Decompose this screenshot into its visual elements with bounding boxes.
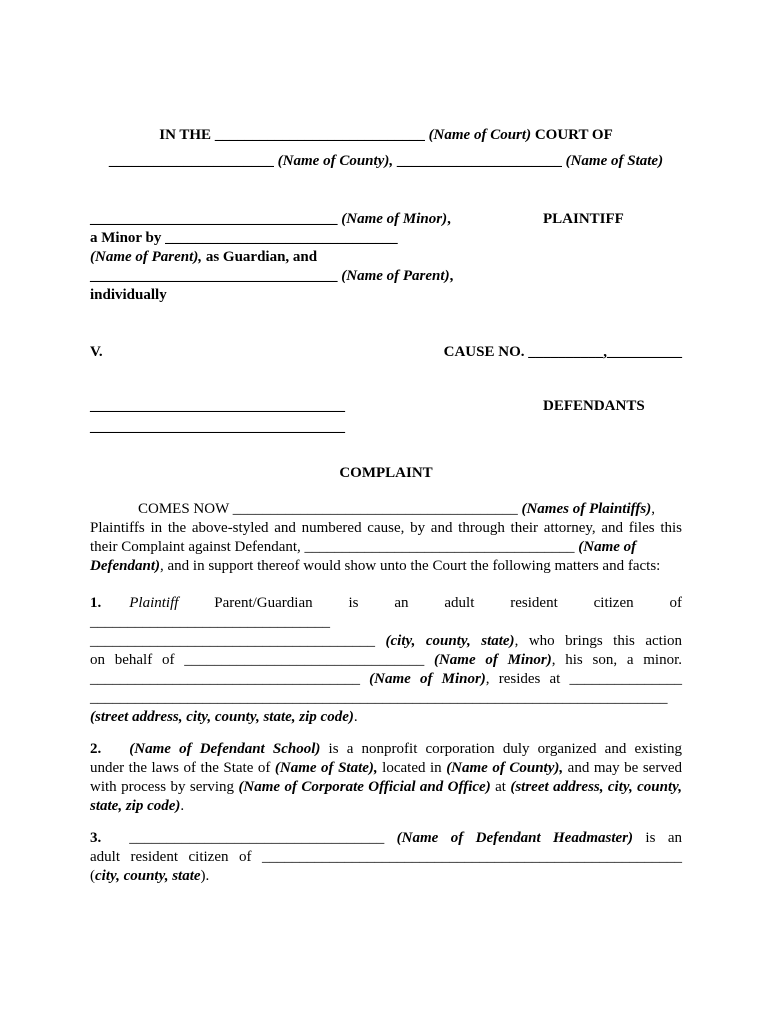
para3-line-1 bbox=[90, 829, 682, 848]
a-minor-by-text: a Minor by bbox=[90, 230, 166, 246]
plaintiff-italic-text: Plaintiff bbox=[129, 595, 179, 611]
paragraph-3 bbox=[90, 829, 682, 886]
headmaster-name-blank: __________________________________ bbox=[129, 830, 385, 846]
adult-resident-text: adult resident citizen of bbox=[90, 849, 262, 865]
name-of-parent-label-1: (Name of Parent), bbox=[90, 249, 203, 265]
individually-text: individually bbox=[90, 287, 167, 303]
minor-name-blank-2: ____________________________________ bbox=[90, 671, 360, 687]
versus-text: V. bbox=[90, 344, 103, 360]
para1-body-text: Parent/Guardian is an adult resident citizen of bbox=[178, 595, 682, 611]
paragraph-2 bbox=[90, 740, 682, 816]
court-header bbox=[90, 122, 682, 174]
court-of-text: COURT OF bbox=[531, 127, 613, 143]
may-be-served-text: and may be served bbox=[563, 760, 682, 776]
name-of-defendant-school-label: (Name of Defendant School) bbox=[129, 741, 321, 757]
period-text: . bbox=[180, 798, 185, 814]
parent-name-blank: _________________________________ bbox=[90, 268, 338, 284]
intro-line-3 bbox=[90, 538, 682, 557]
paragraph-1 bbox=[90, 594, 682, 727]
intro-line-4 bbox=[90, 557, 682, 576]
document-content bbox=[90, 122, 682, 886]
intro-line-2 bbox=[90, 519, 682, 538]
name-of-defendant-label-end: Defendant) bbox=[90, 558, 160, 574]
defendant-name-blank-1: __________________________________ bbox=[90, 398, 345, 414]
at-text: at bbox=[490, 779, 511, 795]
comes-now-text: COMES NOW bbox=[138, 501, 233, 517]
citizen-of-blank: ________________________________________________________ bbox=[262, 849, 682, 865]
parent-name-line bbox=[90, 267, 682, 286]
para1-line-4 bbox=[90, 670, 682, 689]
para2-line-2 bbox=[90, 759, 682, 778]
street-address-label: (street address, city, county, state, zip code) bbox=[90, 709, 354, 725]
defendants-caption bbox=[90, 396, 682, 438]
para3-line-3 bbox=[90, 867, 682, 886]
header-line-1 bbox=[90, 122, 682, 148]
name-of-state-label: (Name of State), bbox=[274, 760, 378, 776]
cause-number-blank-1: __________ bbox=[528, 344, 604, 360]
document-title-line bbox=[90, 464, 682, 483]
street-address-label-end: state, zip code) bbox=[90, 798, 181, 814]
minor-name-blank: ________________________________ bbox=[184, 652, 425, 668]
complaint-title: COMPLAINT bbox=[339, 465, 433, 481]
citizen-of-blank: ________________________________ bbox=[90, 614, 330, 630]
open-paren-text: ( bbox=[90, 868, 95, 884]
resides-at-text: , resides at bbox=[485, 671, 570, 687]
period-text: . bbox=[353, 709, 358, 725]
address-blank: _______________ bbox=[569, 671, 682, 687]
minor-by-line bbox=[90, 229, 682, 248]
paragraph-2-number: 2. bbox=[90, 741, 102, 757]
as-guardian-text: as Guardian, and bbox=[202, 249, 318, 265]
name-of-minor-label: (Name of Minor) bbox=[337, 211, 448, 227]
nonprofit-text: is a nonprofit corporation duly organized and existing bbox=[320, 741, 682, 757]
para1-line-6 bbox=[90, 708, 682, 727]
para2-line-3 bbox=[90, 778, 682, 797]
in-the-text: IN THE bbox=[159, 127, 215, 143]
comma-text: , bbox=[651, 501, 655, 517]
name-of-court-label: (Name of Court) bbox=[424, 127, 532, 143]
para1-line-5 bbox=[90, 689, 682, 708]
city-county-state-label: (city, county, state) bbox=[375, 633, 515, 649]
defendant-name-line-1 bbox=[90, 396, 682, 417]
minor-name-blank: _________________________________ bbox=[90, 211, 338, 227]
citizen-of-blank-continued: ______________________________________ bbox=[90, 633, 375, 649]
name-of-minor-label-2: (Name of Minor) bbox=[360, 671, 486, 687]
para2-line-4 bbox=[90, 797, 682, 816]
para3-line-2 bbox=[90, 848, 682, 867]
with-process-text: with process by serving bbox=[90, 779, 239, 795]
defendant-name-blank-2: __________________________________ bbox=[90, 419, 345, 435]
para2-line-1 bbox=[90, 740, 682, 759]
para1-line-1 bbox=[90, 594, 682, 632]
para1-line-2 bbox=[90, 632, 682, 651]
plaintiff-caption bbox=[90, 210, 682, 305]
versus-line bbox=[90, 343, 682, 362]
para1-line-3 bbox=[90, 651, 682, 670]
city-county-state-label: city, county, state bbox=[95, 868, 201, 884]
plaintiff-label: PLAINTIFF bbox=[543, 211, 624, 227]
name-of-defendant-label-start: (Name of bbox=[574, 539, 637, 555]
paragraph-1-number: 1. bbox=[90, 595, 102, 611]
intro-line-1 bbox=[90, 500, 682, 519]
address-blank-full-width: _____________________________________________________________________________ bbox=[90, 690, 668, 706]
corporate-official-label: (Name of Corporate Official and Office) bbox=[238, 779, 491, 795]
names-of-plaintiffs-label: (Names of Plaintiffs) bbox=[517, 501, 652, 517]
plaintiffs-names-blank: ______________________________________ bbox=[232, 501, 518, 517]
on-behalf-text: on behalf of bbox=[90, 652, 185, 668]
comma-text: , bbox=[447, 211, 451, 227]
name-of-county-label: (Name of County), bbox=[273, 153, 394, 169]
intro-body-text: Plaintiffs in the above-styled and numbered cause, by and through their attorney, and files this bbox=[90, 520, 682, 536]
his-son-text: , his son, a minor. bbox=[551, 652, 682, 668]
defendant-name-line-2 bbox=[90, 417, 682, 438]
defendant-name-blank: ____________________________________ bbox=[304, 539, 575, 555]
intro-paragraph bbox=[90, 500, 682, 576]
street-address-label-start: (street address, city, county, bbox=[510, 779, 683, 795]
court-name-blank: ____________________________ bbox=[214, 127, 425, 143]
complaint-against-text: their Complaint against Defendant, bbox=[90, 539, 305, 555]
cause-number bbox=[444, 343, 682, 362]
defendants-label: DEFENDANTS bbox=[543, 398, 645, 414]
individually-line bbox=[90, 286, 682, 305]
brings-action-text: , who brings this action bbox=[514, 633, 683, 649]
name-of-parent-label-2: (Name of Parent) bbox=[337, 268, 450, 284]
paragraph-3-number: 3. bbox=[90, 830, 102, 846]
is-an-text: is an bbox=[633, 830, 682, 846]
county-name-blank: ______________________ bbox=[108, 153, 274, 169]
intro-closing-text: , and in support thereof would show unto the Court the following matters and facts: bbox=[160, 558, 661, 574]
header-line-2 bbox=[90, 148, 682, 174]
close-paren-period-text: ). bbox=[200, 868, 210, 884]
name-of-county-label: (Name of County), bbox=[446, 760, 564, 776]
cause-number-blank-2: __________ bbox=[607, 344, 682, 360]
cause-no-text: CAUSE NO. bbox=[443, 344, 529, 360]
comma-text: , bbox=[603, 344, 607, 360]
state-name-blank: ______________________ bbox=[393, 153, 562, 169]
under-laws-text: under the laws of the State of bbox=[90, 760, 275, 776]
comma-text: , bbox=[449, 268, 454, 284]
guardian-name-blank: _______________________________ bbox=[165, 230, 398, 246]
located-in-text: located in bbox=[377, 760, 447, 776]
minor-name-line bbox=[90, 210, 682, 229]
name-of-defendant-headmaster-label: (Name of Defendant Headmaster) bbox=[384, 830, 634, 846]
guardian-line bbox=[90, 248, 682, 267]
name-of-state-label: (Name of State) bbox=[561, 153, 664, 169]
name-of-minor-label: (Name of Minor) bbox=[424, 652, 552, 668]
